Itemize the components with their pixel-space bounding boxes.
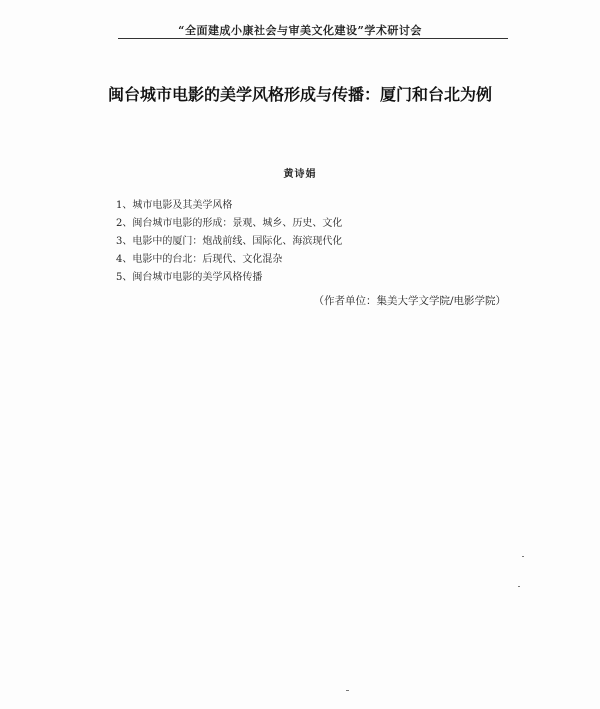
article-title: 闽台城市电影的美学风格形成与传播：厦门和台北为例 [107,85,492,104]
table-of-contents [116,197,342,287]
scan-speck [346,690,349,691]
header-rule [118,38,508,39]
toc-item: 4、电影中的台北：后现代、文化混杂 [116,254,283,265]
toc-item: 5、闽台城市电影的美学风格传播 [116,272,263,283]
running-header: “全面建成小康社会与审美文化建设”学术研讨会 [178,24,422,37]
author-affiliation: （作者单位：集美大学文学院/电影学院） [313,295,506,307]
scan-speck [522,556,524,557]
toc-item: 3、电影中的厦门：炮战前线、国际化、海滨现代化 [116,236,343,247]
author-name: 黄诗娟 [283,169,317,180]
toc-item: 2、闽台城市电影的形成：景观、城乡、历史、文化 [116,218,343,229]
toc-item: 1、城市电影及其美学风格 [116,200,233,211]
scan-speck [518,586,520,587]
